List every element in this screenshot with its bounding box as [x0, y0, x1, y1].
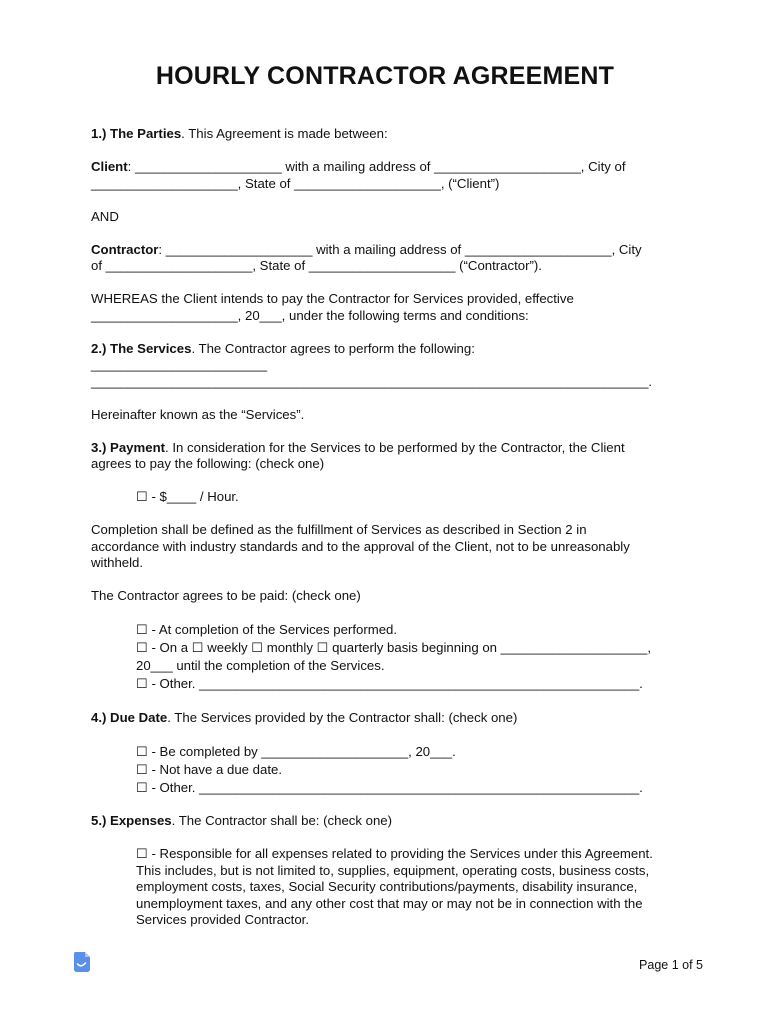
section-text: . The Contractor agrees to perform the following:	[191, 340, 475, 356]
completion-line: withheld.	[91, 555, 144, 570]
expenses-line: Services provided Contractor.	[136, 912, 309, 927]
section-expenses	[91, 813, 691, 830]
expenses-line: This includes, but is not limited to, supplies, equipment, operating costs, business costs,	[136, 862, 650, 878]
client-line-1: : ____________________ with a mailing address of ____________________, City of	[127, 159, 626, 174]
services-blank-line: ________________________	[91, 357, 268, 372]
client-line-2: ____________________, State of ____________________, (“Client”)	[91, 175, 500, 191]
whereas-line-2: ____________________, 20___, under the following terms and conditions:	[91, 307, 529, 323]
completion-line: accordance with industry standards and to the approval of the Client, not to be unreasonably	[91, 538, 630, 554]
document-body	[91, 126, 691, 945]
periodic-basis-continuation: 20___ until the completion of the Services.	[136, 658, 385, 673]
checkbox-periodic-basis[interactable]: ☐ - On a ☐ weekly ☐ monthly ☐ quarterly basis beginning on ____________________,	[136, 640, 652, 655]
contractor-block	[91, 242, 691, 275]
whereas-line-1: WHEREAS the Client intends to pay the Contractor for Services provided, effective	[91, 291, 574, 306]
contractor-label: Contractor	[91, 241, 159, 257]
contractor-line-1: : ____________________ with a mailing address of ____________________, City	[158, 241, 642, 257]
section-heading: 5.) Expenses	[91, 813, 172, 828]
expenses-options	[91, 846, 691, 929]
checkbox-at-completion[interactable]: ☐ - At completion of the Services performed.	[136, 622, 398, 637]
checkbox-no-due-date[interactable]: ☐ - Not have a due date.	[136, 761, 282, 777]
checkbox-other-due-date[interactable]: ☐ - Other. ____________________________________________________________.	[136, 779, 643, 795]
section-heading: 1.) The Parties	[91, 126, 182, 141]
section-due-date	[91, 710, 691, 727]
section-services	[91, 341, 691, 391]
document-logo-icon	[72, 951, 92, 973]
section-text: . The Services provided by the Contractor shall: (check one)	[167, 709, 518, 725]
expenses-line: unemployment taxes, and any other cost that may or may not be in connection with the	[136, 895, 643, 911]
page-number: Page 1 of 5	[639, 958, 703, 972]
section-heading: 3.) Payment	[91, 439, 166, 455]
payment-schedule-options	[91, 621, 691, 693]
section-parties	[91, 126, 691, 143]
section-text: . In consideration for the Services to be performed by the Contractor, the Client	[165, 439, 625, 455]
paid-intro: The Contractor agrees to be paid: (check one)	[91, 588, 361, 603]
section-heading: 2.) The Services	[91, 340, 192, 356]
section-text: . The Contractor shall be: (check one)	[171, 813, 393, 828]
services-hereinafter: Hereinafter known as the “Services”.	[91, 406, 305, 422]
checkbox-completed-by[interactable]: ☐ - Be completed by ____________________, 20___.	[136, 743, 456, 759]
section-text: . This Agreement is made between:	[181, 126, 388, 141]
client-block	[91, 159, 691, 192]
whereas-block	[91, 291, 691, 324]
client-label: Client	[91, 159, 128, 174]
due-date-options	[91, 743, 691, 797]
services-blank-line: ____________________________________________________________________________.	[91, 373, 653, 389]
section-payment	[91, 440, 691, 473]
checkbox-responsible-expenses[interactable]: ☐ - Responsible for all expenses related to providing the Services under this Agreement.	[136, 846, 653, 861]
payment-line-2: agrees to pay the following: (check one)	[91, 456, 325, 471]
section-heading: 4.) Due Date	[91, 709, 168, 725]
checkbox-other-payment[interactable]: ☐ - Other. ____________________________________________________________.	[136, 676, 643, 691]
completion-line: Completion shall be defined as the fulfillment of Services as described in Section 2 in	[91, 522, 587, 537]
completion-paragraph	[91, 522, 691, 572]
document-title: HOURLY CONTRACTOR AGREEMENT	[155, 62, 615, 90]
expenses-line: employment costs, taxes, Social Security contributions/payments, disability insurance,	[136, 879, 638, 894]
contractor-line-2: of ____________________, State of ____________________ (“Contractor”).	[91, 258, 542, 273]
payment-rate-option	[91, 489, 691, 506]
checkbox-hourly-rate[interactable]: ☐ - $____ / Hour.	[136, 489, 239, 504]
and-text: AND	[91, 208, 119, 224]
